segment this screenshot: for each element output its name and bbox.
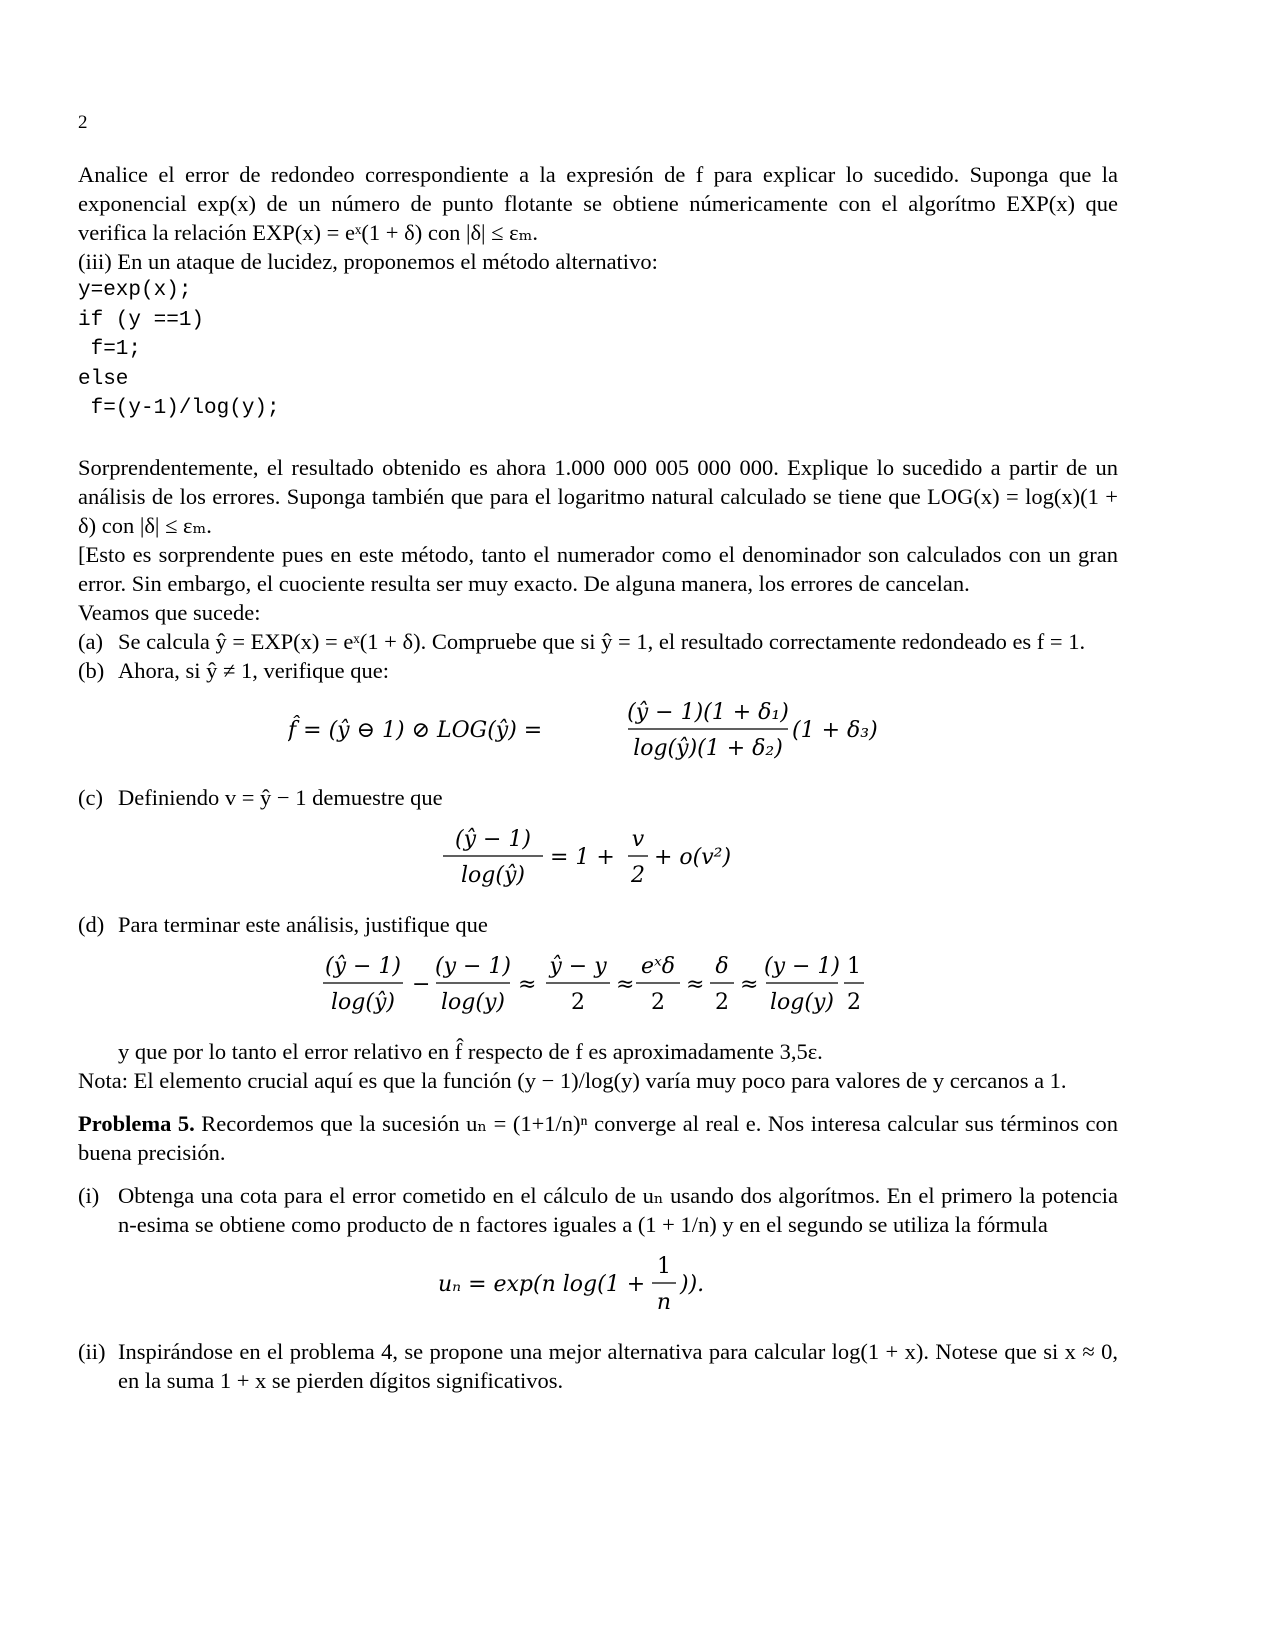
list-item-b: [78, 656, 1118, 685]
eq-d-f5n: δ: [715, 953, 729, 979]
eq-d-f7d: 2: [847, 989, 861, 1015]
code-line: if (y ==1): [78, 308, 205, 332]
eq-c-num: (ŷ − 1): [454, 826, 532, 852]
list-item-ii: [78, 1337, 1118, 1395]
eq-b-tail: (1 + δ₃): [792, 717, 878, 743]
code-line: y=exp(x);: [78, 279, 192, 302]
problem-5-title: Problema 5.: [78, 1110, 195, 1136]
page-number: 2: [78, 112, 88, 133]
paragraph-veamos: Veamos que sucede:: [78, 599, 261, 625]
equation-d: [78, 949, 1118, 1027]
eq-c-fnum: v: [631, 826, 645, 852]
eq-i-lhs: uₙ = exp(n log(1 +: [438, 1271, 646, 1297]
item-text: Se calcula ŷ = EXP(x) = eˣ(1 + δ). Compruebe que si ŷ = 1, el resultado correctamente redondeado es f = 1.: [118, 628, 1086, 654]
problem-5: [78, 1109, 1118, 1167]
eq-d-f2d: log(y): [441, 989, 505, 1015]
eq-c-tail: + o(v²): [654, 844, 732, 870]
eq-b-lhs: f̂ = (ŷ ⊖ 1) ⊘ LOG(ŷ) =: [288, 717, 543, 743]
code-line: f=(y-1)/log(y);: [78, 397, 280, 420]
eq-d-minus: −: [412, 971, 431, 997]
paragraph-surprise: [Esto es sorprendente pues en este método, tanto el numerador como el denominador son calculados con un gran error. Sin embargo, el cuociente resulta ser muy exacto. De alguna manera, los errores de cancelan.: [78, 541, 1118, 596]
item-label: (ii): [78, 1338, 106, 1364]
item-text: Ahora, si ŷ ≠ 1, verifique que:: [118, 657, 390, 683]
problem-5-text: Recordemos que la sucesión uₙ = (1+1/n)ⁿ converge al real e. Nos interesa calcular sus términos con buena precisión.: [78, 1110, 1118, 1165]
equation-b: [78, 695, 1118, 773]
item-text: Para terminar este análisis, justifique que: [118, 911, 488, 937]
item-text: Inspirándose en el problema 4, se propone una mejor alternativa para calcular log(1 + x). Notese que si x ≈ 0, en la suma 1 + x se pierden dígitos significativos.: [118, 1338, 1118, 1393]
code-line: else: [78, 367, 129, 391]
eq-d-approx: ≈: [740, 971, 759, 997]
item-label: (d): [78, 911, 105, 937]
item-label: (b): [78, 657, 105, 683]
eq-d-f6d: log(y): [770, 989, 834, 1015]
paragraph-analysis: Analice el error de redondeo correspondiente a la expresión de f para explicar lo sucedido. Suponga que la exponencial exp(x) de un número de punto flotante se obtiene númericamente con el algorítmo EXP(x) que verifica la relación EXP(x) = eˣ(1 + δ) con |δ| ≤ εₘ.: [78, 162, 1118, 245]
list-item-i: [78, 1181, 1118, 1239]
equation-i: [78, 1249, 1118, 1327]
eq-d-approx: ≈: [616, 971, 635, 997]
eq-i-tail: )).: [680, 1271, 705, 1297]
eq-b-num: (ŷ − 1)(1 + δ₁): [627, 699, 789, 725]
eq-d-f4n: eˣδ: [640, 953, 676, 979]
eq-c-fden: 2: [631, 862, 645, 888]
eq-d-f5d: 2: [715, 989, 729, 1015]
eq-d-f1n: (ŷ − 1): [324, 953, 402, 979]
eq-d-f7n: 1: [847, 953, 861, 979]
eq-d-f3d: 2: [571, 989, 585, 1015]
eq-i-den: n: [656, 1289, 672, 1315]
document-body: [78, 160, 1118, 1395]
list-item-c: [78, 783, 1118, 812]
eq-d-approx: ≈: [518, 971, 537, 997]
eq-b-den: log(ŷ)(1 + δ₂): [633, 735, 783, 761]
item-label: (a): [78, 628, 103, 654]
list-item-d: [78, 910, 1118, 939]
paragraph-result: Sorprendentemente, el resultado obtenido es ahora 1.000 000 005 000 000. Explique lo sucedido a partir de un análisis de los errores. Suponga también que para el logaritmo natural calculado se tiene que LOG(x) = log(x)(1 + δ) con |δ| ≤ εₘ.: [78, 454, 1118, 538]
code-line: f=1;: [78, 338, 142, 361]
eq-d-f1d: log(ŷ): [331, 989, 395, 1015]
equation-c: [78, 822, 1118, 900]
eq-d-f2n: (y − 1): [434, 953, 512, 979]
eq-c-den: log(ŷ): [461, 862, 525, 888]
eq-d-f4d: 2: [651, 989, 665, 1015]
eq-c-rhs: = 1 +: [550, 844, 615, 870]
paragraph-nota: Nota: El elemento crucial aquí es que la función (y − 1)/log(y) varía muy poco para valores de y cercanos a 1.: [78, 1067, 1067, 1093]
eq-d-approx: ≈: [686, 971, 705, 997]
item-label: (c): [78, 784, 103, 810]
paragraph-relative-error: y que por lo tanto el error relativo en f̂ respecto de f es aproximadamente 3,5ε.: [118, 1038, 823, 1064]
item-label: (i): [78, 1182, 100, 1208]
eq-d-f3n: ŷ − y: [549, 953, 607, 979]
eq-d-f6n: (y − 1): [763, 953, 841, 979]
list-item-a: [78, 627, 1118, 656]
item-text: Definiendo v = ŷ − 1 demuestre que: [118, 784, 443, 810]
code-block: [78, 276, 1118, 424]
paragraph-method-intro: (iii) En un ataque de lucidez, proponemos el método alternativo:: [78, 249, 658, 274]
eq-i-num: 1: [657, 1253, 671, 1279]
item-text: Obtenga una cota para el error cometido en el cálculo de uₙ usando dos algorítmos. En el primero la potencia n-esima se obtiene como producto de n factores iguales a (1 + 1/n) y en el segundo se utiliza la fórmula: [118, 1182, 1118, 1237]
